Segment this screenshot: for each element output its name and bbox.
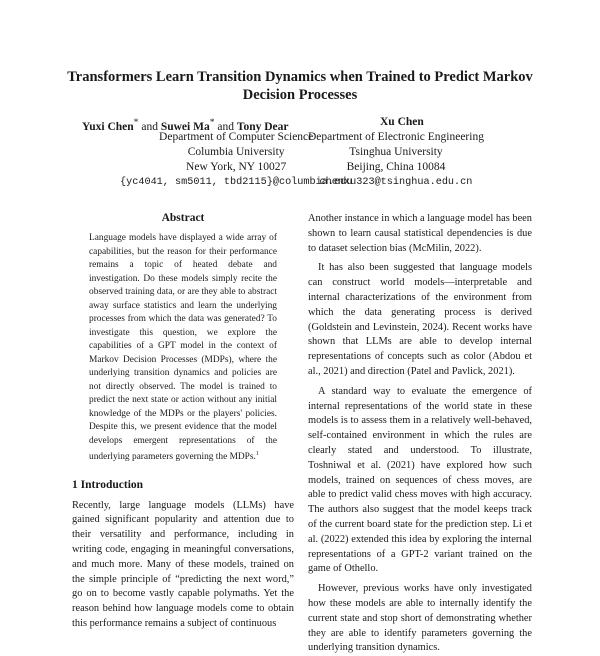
abstract-body: Language models have displayed a wide array of capabilities, but the reason for their performance remains a topic of heated debate and investigation. Do these models simply recite the observed training data, or are they able to abstract away surface statistics and learn the underlying processes from which the data was generated? To investigate this question, we explore the capabilities of a GPT model in the context of Markov Decision Processes (MDPs), where the underlying transition dynamics and policies are not directly observed. The model is trained to predict the next state or action without any initial knowledge of the MDPs or the players' policies. Despite this, we present evidence that the model develops emergent representations of the underlying parameters governing the MDPs.	[89, 233, 277, 463]
paper-title: Transformers Learn Transition Dynamics when Trained to Predict Markov Decision Processes	[67, 69, 533, 103]
right-column	[308, 212, 532, 656]
affiliation-department: Department of Computer Science	[159, 131, 314, 143]
and-separator: and	[217, 120, 234, 133]
right-paragraph-2: It has also been suggested that language models can construct world models—interpretable and internal characterizations of the environment from which the data generating process is derived (Goldstein and Levinstein, 2024). Recent works have shown that LLMs are able to develop internal representations of concepts such as color (Abdou et al., 2021) and direction (Patel and Pavlick, 2021).	[308, 262, 532, 377]
author-block	[60, 115, 540, 195]
introduction-heading: 1 Introduction	[72, 478, 144, 491]
author-suwei-ma: Suwei Ma	[160, 120, 210, 133]
affiliation-tsinghua	[308, 130, 484, 190]
right-paragraph-4: However, previous works have only investigated how these models are able to internally identify the current state and stop short of demonstrating whether they are able to identify parameters governing the underlying transition dynamics.	[308, 583, 532, 654]
author-yuxi-chen: Yuxi Chen	[82, 120, 134, 133]
introduction-paragraph: Recently, large language models (LLMs) have gained significant popularity and attention due to their versatility and performance, including in writing code, engaging in meaningful conversations, and much more. Many of these models, trained on the simple principle of “predicting the next word,” go on to become vastly capable polymaths. Yet the reason behind how language models come to obtain this performance remains a subject of continuous	[72, 499, 294, 629]
affiliation-department: Department of Electronic Engineering	[308, 131, 484, 143]
right-paragraph-3: A standard way to evaluate the emergence of internal representations of the world state in these models is to assess them in a relatively well-behaved, self-contained environment in which the rules are clearly stated and understood. To illustrate, Toshniwal et al. (2021) have explored how such models, trained on sequences of chess moves, are able to predict valid chess moves with high accuracy. The authors also suggest that the model keeps track of the current board state for the prediction step. Li et al. (2022) extended this idea by exploring the internal representations of a GPT-2 variant trained on the game of Othello.	[308, 385, 532, 575]
affiliation-university: Columbia University	[187, 146, 285, 158]
left-column	[72, 212, 294, 632]
affiliation-location: Beijing, China 10084	[346, 161, 446, 173]
author-mark: *	[209, 117, 215, 128]
author-xu-chen: Xu Chen	[380, 116, 424, 128]
author-mark: *	[133, 117, 139, 128]
and-separator: and	[141, 120, 158, 133]
affiliation-location: New York, NY 10027	[186, 161, 287, 173]
author-emails: chenxu323@tsinghua.edu.cn	[319, 177, 473, 188]
abstract-heading: Abstract	[161, 212, 205, 224]
right-paragraph-1: Another instance in which a language model has been shown to learn causal statistical dependencies is due to dataset selection bias (McMilin, 2022).	[308, 213, 532, 254]
author-emails: {yc4041, sm5011, tbd2115}@columbia.edu	[120, 177, 353, 188]
affiliation-university: Tsinghua University	[349, 146, 443, 158]
footnote-mark: 1	[255, 451, 259, 457]
author-names-right	[380, 115, 424, 130]
author-tony-dear: Tony Dear	[236, 120, 289, 133]
abstract-text	[89, 232, 277, 465]
